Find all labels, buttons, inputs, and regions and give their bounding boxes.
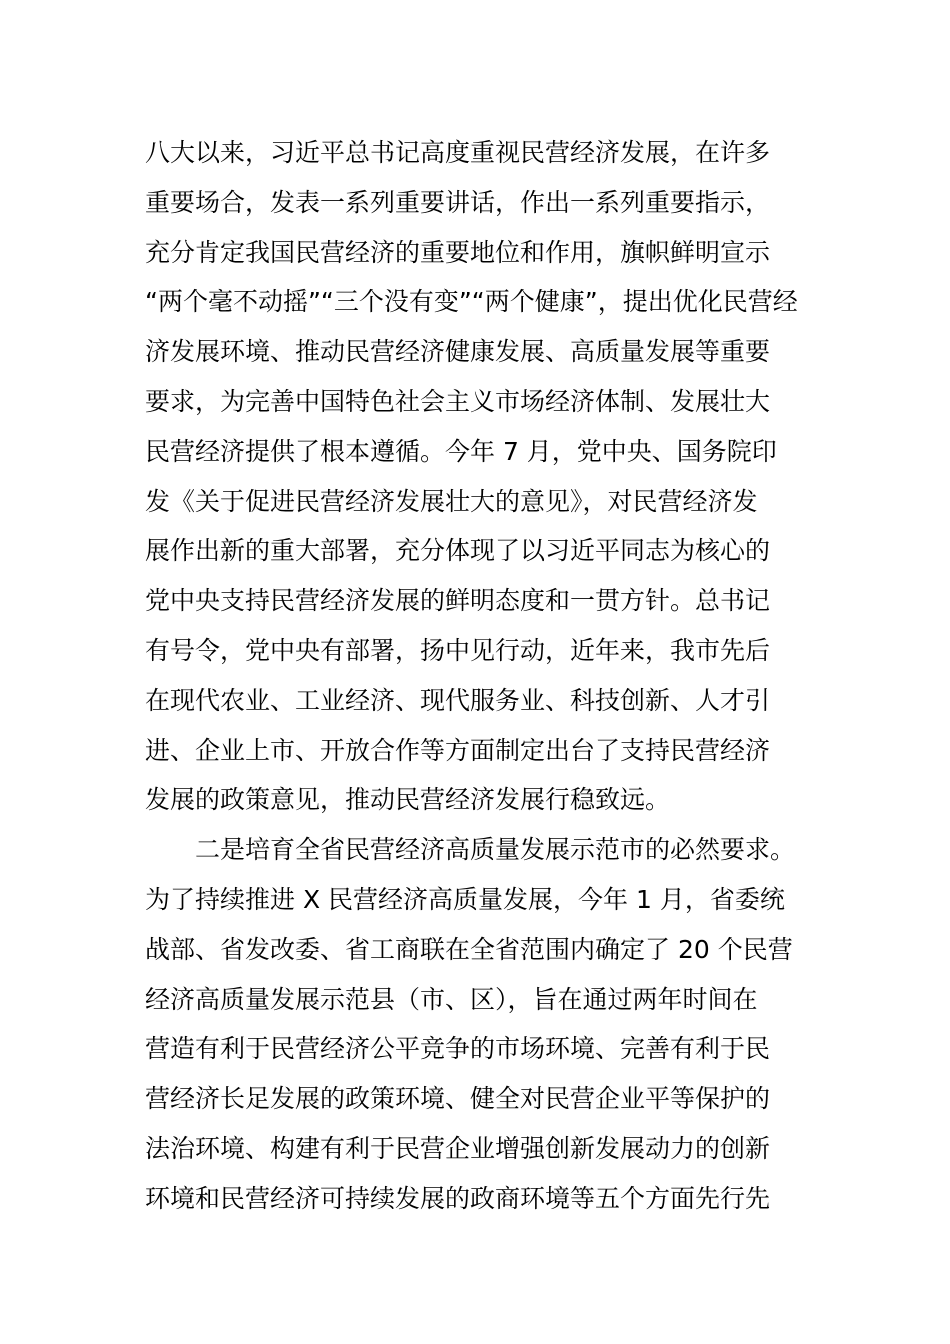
text-line-14: 发展的政策意见，推动民营经济发展行稳致远。 (145, 785, 671, 815)
text-line-13: 进、企业上市、开放合作等方面制定出台了支持民营经济 (145, 735, 771, 765)
text-line-6: 要求，为完善中国特色社会主义市场经济体制、发展壮大 (145, 386, 771, 416)
text-line-17: 战部、省发改委、省工商联在全省范围内确定了 20 个民营 (145, 934, 793, 964)
text-line-12: 在现代农业、工业经济、现代服务业、科技创新、人才引 (145, 685, 771, 715)
text-line-2: 重要场合，发表一系列重要讲话，作出一系列重要指示， (145, 187, 771, 217)
text-line-9: 展作出新的重大部署，充分体现了以习近平同志为核心的 (145, 536, 771, 566)
text-line-19: 营造有利于民营经济公平竞争的市场环境、完善有利于民 (145, 1034, 771, 1064)
text-line-1: 八大以来，习近平总书记高度重视民营经济发展，在许多 (145, 138, 771, 167)
text-line-16: 为了持续推进 X 民营经济高质量发展，今年 1 月，省委统 (145, 884, 785, 914)
text-line-11: 有号令，党中央有部署，扬中见行动，近年来，我市先后 (145, 635, 771, 665)
text-line-8: 发《关于促进民营经济发展壮大的意见》，对民营经济发 (145, 486, 758, 516)
text-line-10: 党中央支持民营经济发展的鲜明态度和一贯方针。总书记 (145, 586, 771, 616)
text-line-20: 营经济长足发展的政策环境、健全对民营企业平等保护的 (145, 1084, 771, 1114)
text-line-5: 济发展环境、推动民营经济健康发展、高质量发展等重要 (145, 337, 771, 367)
text-line-7: 民营经济提供了根本遵循。今年 7 月，党中央、国务院印 (145, 436, 777, 466)
text-line-4: “两个毫不动摇”“三个没有变”“两个健康”，提出优化民营经 (145, 287, 798, 317)
body-text (145, 128, 825, 1224)
text-line-18: 经济高质量发展示范县（市、区），旨在通过两年时间在 (145, 984, 758, 1014)
text-line-21: 法治环境、构建有利于民营企业增强创新发展动力的创新 (145, 1133, 771, 1163)
text-line-3: 充分肯定我国民营经济的重要地位和作用，旗帜鲜明宣示 (145, 237, 771, 267)
paragraph-heading-line: 二是培育全省民营经济高质量发展示范市的必然要求。 (195, 835, 796, 865)
text-line-22: 环境和民营经济可持续发展的政商环境等五个方面先行先 (145, 1183, 771, 1213)
